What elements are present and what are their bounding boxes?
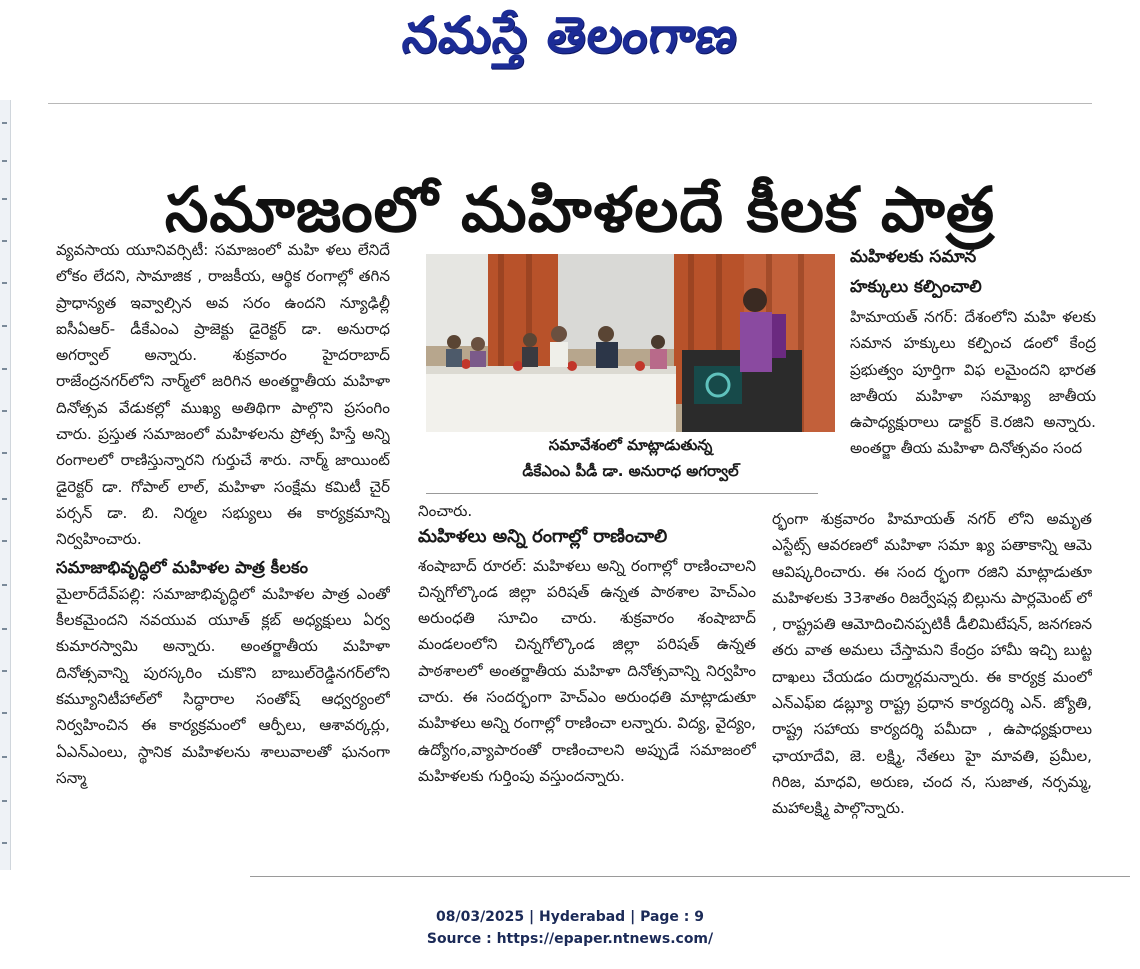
story-himayatnagar-bottom: ర్భంగా శుక్రవారం హిమాయత్ నగర్ లోని అమృత ఎస్టేట్స్ ఆవరణలో మహిళా సమా ఖ్య పతాకాన్ని ఆమె ఆవిష్కరించారు. ఈ సంద ర్భంగా రజిని మాట్లాడుతూ మహిళలకు 33శాతం రిజర్వేషన్ల బిల్లును పార్లమెంట్ లో , రాష్ట్రపతి ఆమోదించినప్పటికీ డీలిమిటేషన్, జనగణన తరు వాత అమలు చేస్తామని కేంద్రం హామీ ఇచ్చి బుట్ట దాఖలు చేయడం దుర్మార్గమన్నారు. ఈ కార్యక్ర మంలో ఎన్ఎఫ్ఐ డబ్ల్యూ రాష్ట్ర ప్రధాన కార్యదర్శి ఎన్. జ్యోతి, రాష్ట్ర సహాయ కార్యదర్శి పమీదా , ఉపాధ్యక్షురాలు ఛాయాదేవి, జె. లక్ష్మి, నేతలు హై మావతి, ప్రమీల, గిరిజ, మాధవి, అరుణ, చంద న, సుజాత, నర్సమ్మ, మహాలక్ష్మి పాల్గొన్నారు. <box>772 510 1092 818</box>
footer-divider <box>250 876 1130 877</box>
photo-caption-line1: సమావేశంలో మాట్లాడుతున్న <box>548 436 713 454</box>
story-himayatnagar-top: హిమాయత్ నగర్: దేశంలోని మహి ళలకు సమాన హక్కులు కల్పించ డంలో కేంద్ర ప్రభుత్వం పూర్తిగా విఫ లమైందని భారత జాతీయ మహిళా సమాఖ్య జాతీయ ఉపాధ్యక్షురాలు డాక్టర్ కె.రజిని అన్నారు. అంతర్జా తీయ మహిళా దినోత్సవం సంద <box>850 308 1096 458</box>
page-footer <box>0 906 1140 950</box>
footer-date-edition: 08/03/2025 | Hyderabad | Page : 9 <box>435 909 705 925</box>
photo-caption-line2: డీకేఎంఎ పీడీ డా. అనురాధ అగర్వాల్ <box>522 462 739 480</box>
subhead-women-all-fields: మహిళలు అన్ని రంగాల్లో రాణించాలి <box>418 526 668 548</box>
photo-caption <box>426 432 835 488</box>
event-photo <box>426 254 835 432</box>
adjacent-column-edge <box>0 100 11 870</box>
subhead-society-development: సమాజాభివృద్ధిలో మహిళల పాత్ర కీలకం <box>56 557 308 577</box>
column-middle <box>418 498 756 861</box>
masthead-title: నమస్తే తెలంగాణ <box>399 6 742 64</box>
headline: సమాజంలో మహిళలదే కీలక పాత్ర <box>164 172 996 246</box>
caption-divider <box>426 493 818 494</box>
header-divider <box>48 103 1092 104</box>
story-mailardevpally: మైలార్‌దేవ్‌పల్లి: సమాజాభివృద్ధిలో మహిళల పాత్ర ఎంతో కీలకమైందని నవయువ యూత్ క్లబ్ అధ్యక్షులు ఏర్వ కుమారస్వామి అన్నారు. అంతర్జాతీయ మహిళా దినోత్సవాన్ని పురస్కరిం చుకొని బాబుల్‌రెడ్డినగర్‌లోని కమ్యూనిటీహాల్‌లో సిద్ధారాల సంతోష్ ఆధ్వర్యంలో నిర్వహించిన ఈ కార్యక్రమంలో ఆర్పీలు, ఆశావర్కర్లు, ఏఎన్ఎంలు, స్థానిక మహిళలను శాలువాలతో ఘనంగా సన్మా <box>56 584 390 787</box>
event-photo-illustration <box>426 254 835 432</box>
subhead-equal-rights-line1: మహిళలకు సమాన <box>850 247 977 267</box>
story-carry-over: నించారు. <box>418 502 473 520</box>
column-right-bottom <box>772 506 1092 861</box>
column-left <box>56 237 390 861</box>
subhead-equal-rights-line2: హక్కులు కల్పించాలి <box>850 277 982 297</box>
story-shamshabad: శంషాబాద్ రూరల్: మహిళలు అన్ని రంగాల్లో రాణించాలని చిన్నగోల్కొండ జిల్లా పరిషత్ ఉన్నత పాఠశాల హెచ్ఎం అరుంధతి సూచిం చారు. శుక్రవారం శంషాబాద్ మండలంలోని చిన్నగోల్కొండ జిల్లా పరిషత్ ఉన్నత పాఠశాలలో అంతర్జాతీయ మహిళా దినోత్సవాన్ని నిర్వహిం చారు. ఈ సందర్భంగా హెచ్ఎం అరుంధతి మాట్లాడుతూ మహిళలు అన్ని రంగాల్లో రాణించా లన్నారు. విద్య, వైద్యం, ఉద్యోగం,వ్యాపారంతో రాణించాలని అప్పుడే సమాజంలో మహిళలకు గుర్తింపు వస్తుందన్నారు. <box>418 556 756 785</box>
story-agri-university: వ్యవసాయ యూనివర్సిటీ: సమాజంలో మహి ళలు లేనిదే లోకం లేదని, సామాజిక , రాజకీయ, ఆర్థిక రంగాల్లో తగిన ప్రాధాన్యత ఇవ్వాల్సిన అవ సరం ఉందని న్యూఢిల్లీ ఐసీఏఆర్- డీకేఎంఎ ప్రాజెక్టు డైరెక్టర్ డా. అనురాధ అగర్వాల్ అన్నారు. శుక్రవారం హైదరాబాద్ రాజేంద్రనగర్‌లోని నార్మ్‌లో జరిగిన అంతర్జాతీయ మహిళా దినోత్సవ వేడుకల్లో ముఖ్య అతిథిగా పాల్గొని ప్రసంగిం చారు. ప్రస్తుత సమాజంలో మహిళలను ప్రోత్స హిస్తే అన్ని రంగాలలో రాణిస్తున్నారని గుర్తుచే శారు. నార్మ్ జాయింట్ డైరెక్టర్ డా. గోపాల్ లాల్, మహిళా సంక్షేమ కమిటీ చైర్ పర్సన్ డా. బి. నిర్మల సభ్యులు ఈ కార్యక్రమాన్ని నిర్వహించారు. <box>56 241 390 549</box>
footer-source-link[interactable]: Source : https://epaper.ntnews.com/ <box>426 931 714 947</box>
newspaper-masthead <box>0 0 1140 80</box>
column-right-top <box>850 242 1096 504</box>
